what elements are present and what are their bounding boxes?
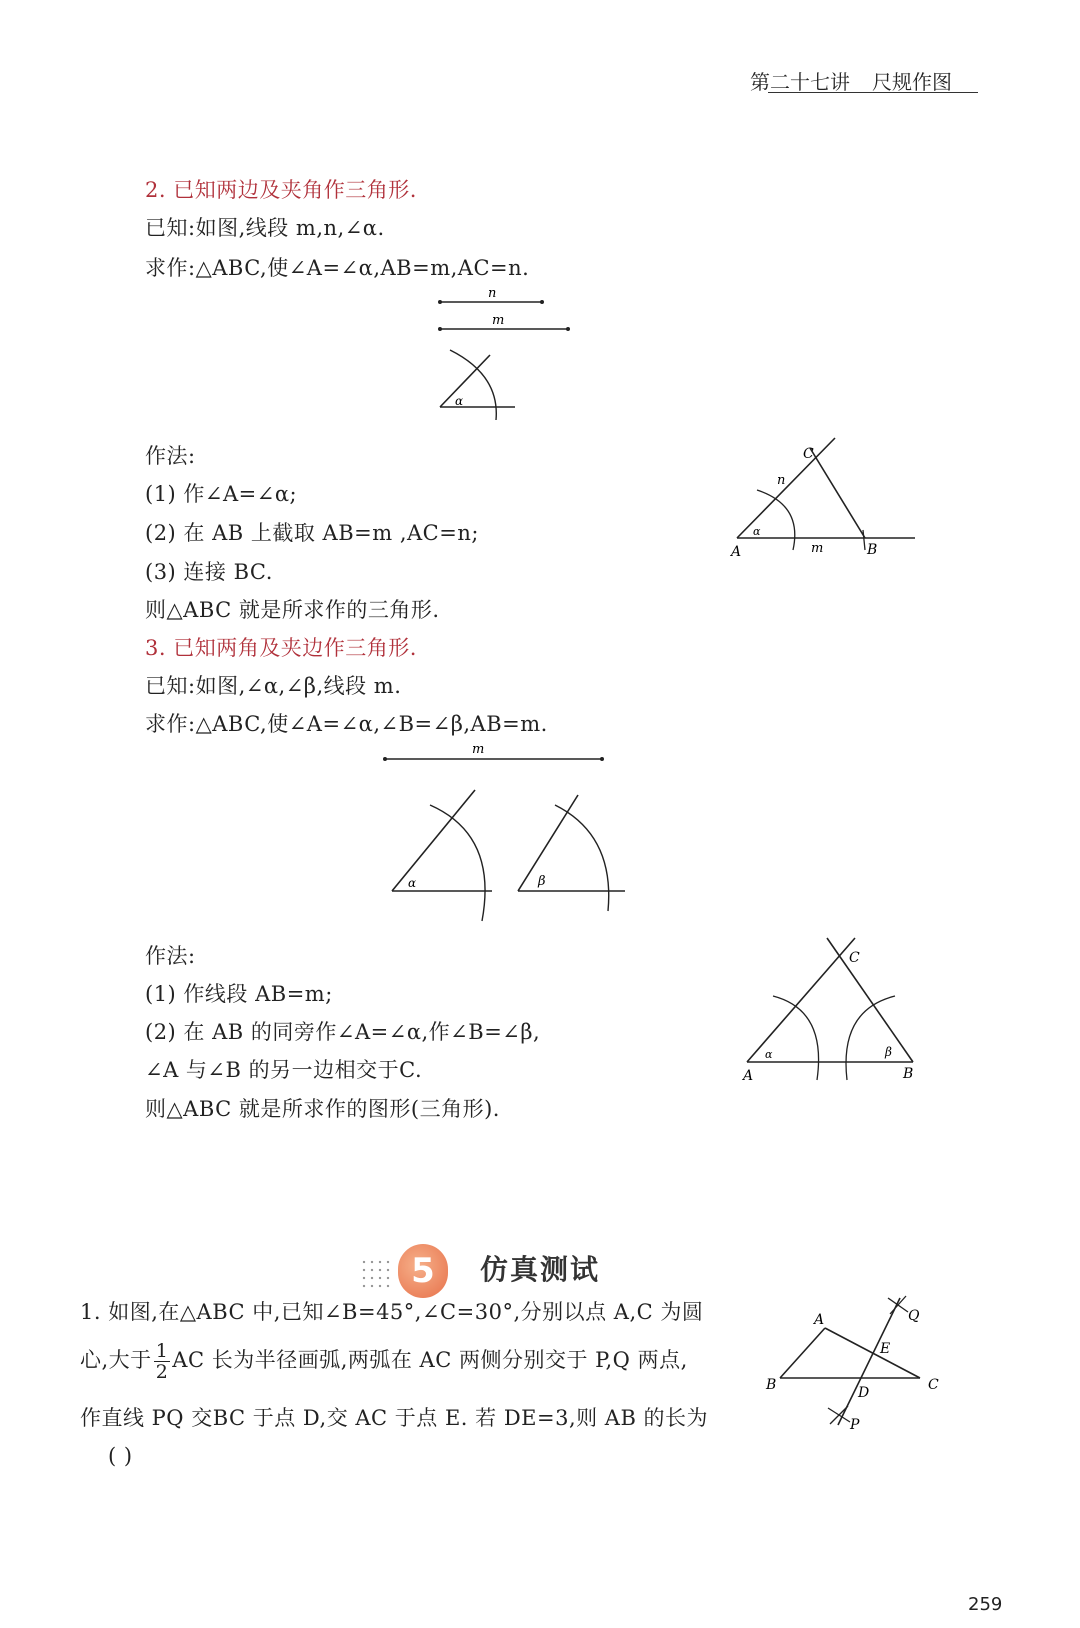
label-c: C — [803, 446, 814, 462]
label-m-3: m — [472, 742, 485, 757]
line-ac — [737, 438, 835, 538]
line-bc — [810, 448, 865, 538]
header-rule — [768, 92, 978, 93]
section2-title: 2. 已知两边及夹角作三角形. — [145, 178, 417, 202]
section3-construct: 求作:△ABC,使∠A=∠α,∠B=∠β,AB=m. — [145, 712, 548, 736]
running-header — [750, 66, 952, 95]
line-ba-q1 — [780, 1328, 825, 1378]
section3-step-1: (1) 作线段 AB=m; — [145, 982, 333, 1006]
fraction-one-half — [154, 1341, 171, 1382]
label-a: A — [731, 544, 742, 560]
label-b-asa: B — [903, 1066, 914, 1082]
label-n-2: n — [777, 473, 786, 488]
label-alpha-3: α — [408, 876, 417, 890]
section3-title: 3. 已知两角及夹边作三角形. — [145, 636, 417, 660]
label-d: D — [858, 1385, 870, 1401]
figure-question1 — [760, 1290, 960, 1435]
section2-conclusion: 则△ABC 就是所求作的三角形. — [145, 598, 440, 622]
arc-at-a — [757, 490, 795, 550]
fraction-denominator: 2 — [155, 1361, 169, 1383]
label-beta: β — [538, 874, 546, 889]
arc-at-b-asa — [846, 996, 895, 1080]
label-alpha-2: α — [753, 525, 761, 538]
banner-title: 仿真测试 — [480, 1253, 601, 1286]
question1-answer-blank: ( ) — [108, 1444, 133, 1468]
figure-triangle-asa — [735, 930, 935, 1090]
label-m-2: m — [811, 541, 824, 556]
label-a-q1: A — [814, 1312, 825, 1328]
label-b: B — [867, 542, 878, 558]
header-lecture: 第二十七讲 — [750, 70, 850, 94]
angle-alpha-arc-3 — [430, 805, 485, 921]
angle-alpha-ray-3 — [392, 790, 475, 891]
question1-line2 — [80, 1338, 688, 1382]
question1-line2-post: AC 长为半径画弧,两弧在 AC 两侧分别交于 P,Q 两点, — [172, 1348, 688, 1372]
angle-alpha-ray — [440, 355, 490, 407]
question1-line1: 1. 如图,在△ABC 中,已知∠B=45°,∠C=30°,分别以点 A,C 为圆 — [80, 1300, 704, 1324]
label-q: Q — [908, 1308, 920, 1324]
section3-method-label: 作法: — [145, 944, 196, 968]
label-beta-asa: β — [885, 1045, 892, 1059]
figure-given-segments-angle — [420, 285, 600, 435]
figure-given-angles-segment — [380, 735, 640, 935]
section2-method-label: 作法: — [145, 444, 196, 468]
header-topic: 尺规作图 — [872, 70, 952, 94]
label-e: E — [880, 1341, 891, 1357]
banner-number: 5 — [398, 1244, 448, 1298]
label-b-q1: B — [766, 1377, 777, 1393]
page-number: 259 — [968, 1594, 1003, 1615]
section2-step-3: (3) 连接 BC. — [145, 560, 273, 584]
section2-given: 已知:如图,线段 m,n,∠α. — [145, 216, 385, 240]
label-c-asa: C — [849, 950, 860, 966]
section3-conclusion: 则△ABC 就是所求作的图形(三角形). — [145, 1097, 500, 1121]
line-ac-asa — [747, 938, 855, 1062]
section3-given: 已知:如图,∠α,∠β,线段 m. — [145, 674, 402, 698]
question1-line3: 作直线 PQ 交BC 于点 D,交 AC 于点 E. 若 DE=3,则 AB 的长为 — [80, 1406, 709, 1430]
section3-step-3: ∠A 与∠B 的另一边相交于C. — [145, 1058, 423, 1082]
angle-beta-arc — [555, 805, 609, 911]
angle-alpha-arc — [450, 350, 496, 420]
question1-line2-pre: 心,大于 — [80, 1348, 152, 1372]
section2-step-1: (1) 作∠A=∠α; — [145, 482, 298, 506]
section2-step-2: (2) 在 AB 上截取 AB=m ,AC=n; — [145, 521, 479, 545]
fraction-numerator: 1 — [155, 1340, 169, 1362]
angle-beta-ray — [518, 795, 578, 891]
section3-step-2: (2) 在 AB 的同旁作∠A=∠α,作∠B=∠β, — [145, 1020, 541, 1044]
label-p: P — [850, 1417, 860, 1433]
line-bc-asa — [827, 938, 913, 1062]
section2-construct: 求作:△ABC,使∠A=∠α,AB=m,AC=n. — [145, 256, 530, 280]
arc-at-a-asa — [773, 996, 819, 1080]
banner-dots — [360, 1258, 394, 1288]
label-alpha-asa: α — [765, 1048, 773, 1061]
label-m: m — [492, 313, 505, 328]
label-c-q1: C — [928, 1377, 939, 1393]
label-n: n — [488, 286, 497, 301]
label-alpha: α — [455, 394, 464, 408]
label-a-asa: A — [743, 1068, 754, 1084]
figure-triangle-sas — [725, 430, 925, 570]
